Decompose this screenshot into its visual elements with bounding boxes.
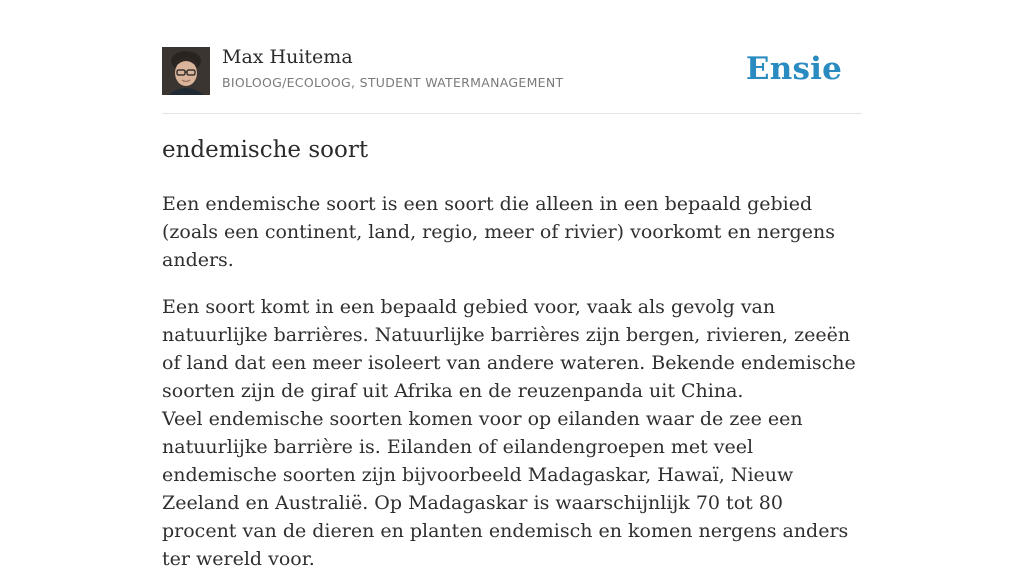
page-title: endemische soort: [162, 137, 369, 163]
divider: [162, 113, 862, 114]
paragraph: Veel endemische soorten komen voor op eilanden waar de zee een natuurlijke barrière is. Eilanden of eilandengroepen met veel endemische soorten zijn bijvoorbeeld Madagaskar, Hawaï, Nieuw Zeeland en Australië. Op Madagaskar is waarschijnlijk 70 tot 80 procent van de dieren en planten endemisch en komen nergens anders ter wereld voor.: [162, 408, 849, 570]
author-role: BIOLOOG/ECOLOOG, STUDENT WATERMANAGEMENT: [222, 75, 564, 90]
paragraph: Een soort komt in een bepaald gebied voor, vaak als gevolg van natuurlijke barrières. Natuurlijke barrières zijn bergen, rivieren, zeeën of land dat een meer isoleert van andere wateren. Bekende endemische soorten zijn de giraf uit Afrika en de reuzenpanda uit China.: [162, 296, 856, 402]
avatar-photo-icon: [162, 47, 210, 95]
avatar[interactable]: [162, 47, 210, 95]
article-body: [162, 190, 862, 573]
ensie-logo[interactable]: Ensie: [745, 51, 842, 87]
author-header: [162, 46, 862, 96]
paragraph: Een endemische soort is een soort die alleen in een bepaald gebied (zoals een continent, land, regio, meer of rivier) voorkomt en nergens anders.: [162, 193, 835, 271]
author-name[interactable]: Max Huitema: [222, 46, 353, 68]
